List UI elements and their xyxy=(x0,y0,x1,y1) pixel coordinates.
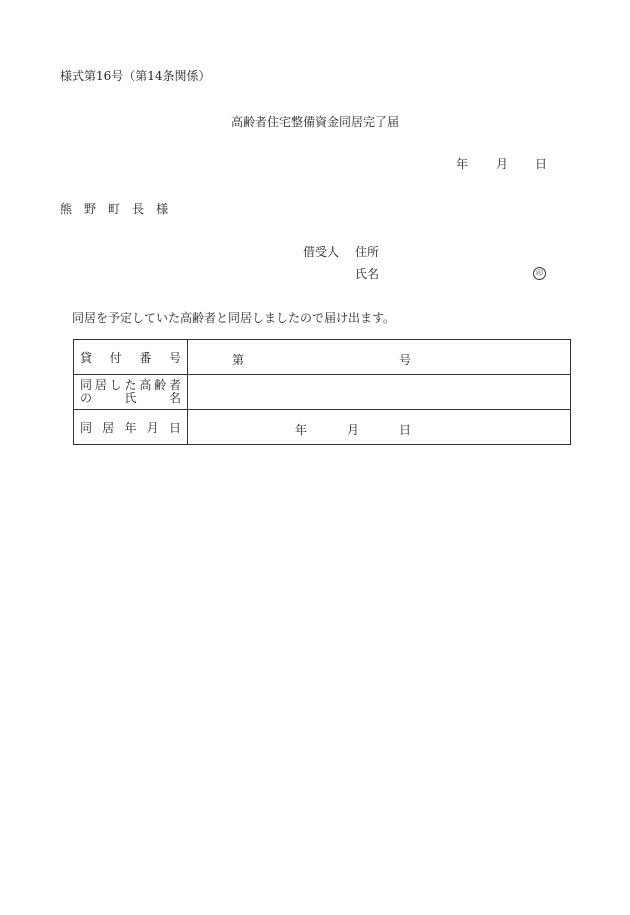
loan-number-header: 貸 付 番 号 xyxy=(74,340,188,375)
cohabit-year-label: 年 xyxy=(295,423,308,437)
cohabit-date-header: 同 居 年 月 日 xyxy=(74,410,188,445)
form-number-label: 様式第16号（第14条関係） xyxy=(60,69,211,83)
elder-name-header: 同 居 し た 高 齢 者 の 氏 名 xyxy=(74,375,188,410)
cohabit-day-label: 日 xyxy=(399,423,412,437)
cohabit-month-label: 月 xyxy=(347,423,360,437)
cohabit-date-value xyxy=(188,410,571,445)
table-row-elder-name xyxy=(74,375,571,410)
date-month-label: 月 xyxy=(496,157,509,171)
loan-number-prefix: 第 xyxy=(232,353,245,367)
table-row-loan-number xyxy=(74,340,571,375)
address-label: 住所 xyxy=(355,245,380,259)
loan-number-value xyxy=(188,340,571,375)
statement-text: 同居を予定していた高齢者と同居しましたので届け出ます。 xyxy=(72,311,396,325)
borrower-label: 借受人 xyxy=(303,245,340,259)
date-year-label: 年 xyxy=(456,157,469,171)
seal-mark: 印 xyxy=(533,267,546,280)
name-label: 氏名 xyxy=(355,267,380,281)
info-table xyxy=(73,339,571,445)
elder-name-value xyxy=(188,375,571,410)
table-row-cohabit-date xyxy=(74,410,571,445)
document-title: 高齢者住宅整備資金同居完了届 xyxy=(230,115,399,129)
date-day-label: 日 xyxy=(535,157,548,171)
loan-number-suffix: 号 xyxy=(399,353,412,367)
addressee: 熊野町長様 xyxy=(60,202,181,216)
